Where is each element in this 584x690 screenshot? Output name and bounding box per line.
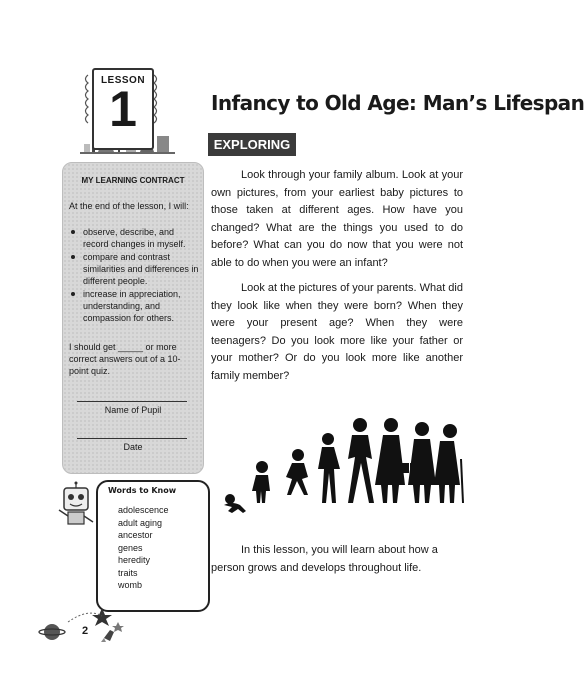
- learning-contract-box: [62, 162, 204, 474]
- star-icon: [92, 608, 124, 632]
- list-item: ancestor: [118, 530, 153, 540]
- page-number: 2: [82, 625, 89, 637]
- date-signature-line[interactable]: [77, 438, 187, 439]
- paragraph-3: In this lesson, you will learn about how a person grows and develops throughout life.: [211, 544, 438, 574]
- list-item: increase in appreciation, understanding, and compassion for others.: [69, 288, 199, 324]
- planet-icon: [39, 624, 65, 640]
- list-item: womb: [118, 580, 143, 590]
- list-item: adolescence: [118, 505, 169, 515]
- list-item: heredity: [118, 555, 151, 565]
- paragraph-2: Look at the pictures of your parents. What did they look like when they were born? When they were your present age? When they were teenagers? Do you look more like your father or your mother? Or do you look more like another family member?: [211, 282, 463, 382]
- date-label: Date: [123, 442, 143, 452]
- vocabulary-list: [118, 504, 169, 592]
- lifespan-silhouettes: [214, 395, 464, 525]
- words-to-know-box: [96, 480, 210, 612]
- page-title: Infancy to Old Age: Man’s Lifespan: [211, 91, 584, 115]
- contract-intro: At the end of the lesson, I will:: [69, 201, 189, 211]
- lesson-badge: [60, 60, 200, 160]
- lesson-label: LESSON: [100, 75, 146, 86]
- words-title: Words to Know: [108, 486, 177, 495]
- section-heading: EXPLORING: [208, 133, 296, 156]
- contract-list: [69, 226, 199, 325]
- list-item: observe, describe, and record changes in myself.: [69, 226, 199, 250]
- contract-goal: I should get _____ or more correct answers out of a 10-point quiz.: [69, 342, 181, 376]
- list-item: traits: [118, 567, 138, 578]
- list-item: compare and contrast similarities and differences in different people.: [69, 251, 199, 287]
- robot-icon: [56, 482, 96, 530]
- name-label: Name of Pupil: [104, 405, 162, 415]
- lesson-number-box: [92, 68, 154, 150]
- contract-title: MY LEARNING CONTRACT: [81, 176, 185, 185]
- lesson-number: 1: [109, 81, 137, 137]
- list-item: adult aging: [118, 517, 163, 528]
- name-signature-line[interactable]: [77, 401, 187, 402]
- paragraph-1: Look through your family album. Look at your own pictures, from your earliest baby pictures to those taken at different ages. How have you changed? What are the things you used to do before? What can you do now that you were not able to do when you were an infant?: [211, 169, 463, 269]
- list-item: genes: [118, 542, 143, 553]
- rocket-icon: [101, 630, 114, 642]
